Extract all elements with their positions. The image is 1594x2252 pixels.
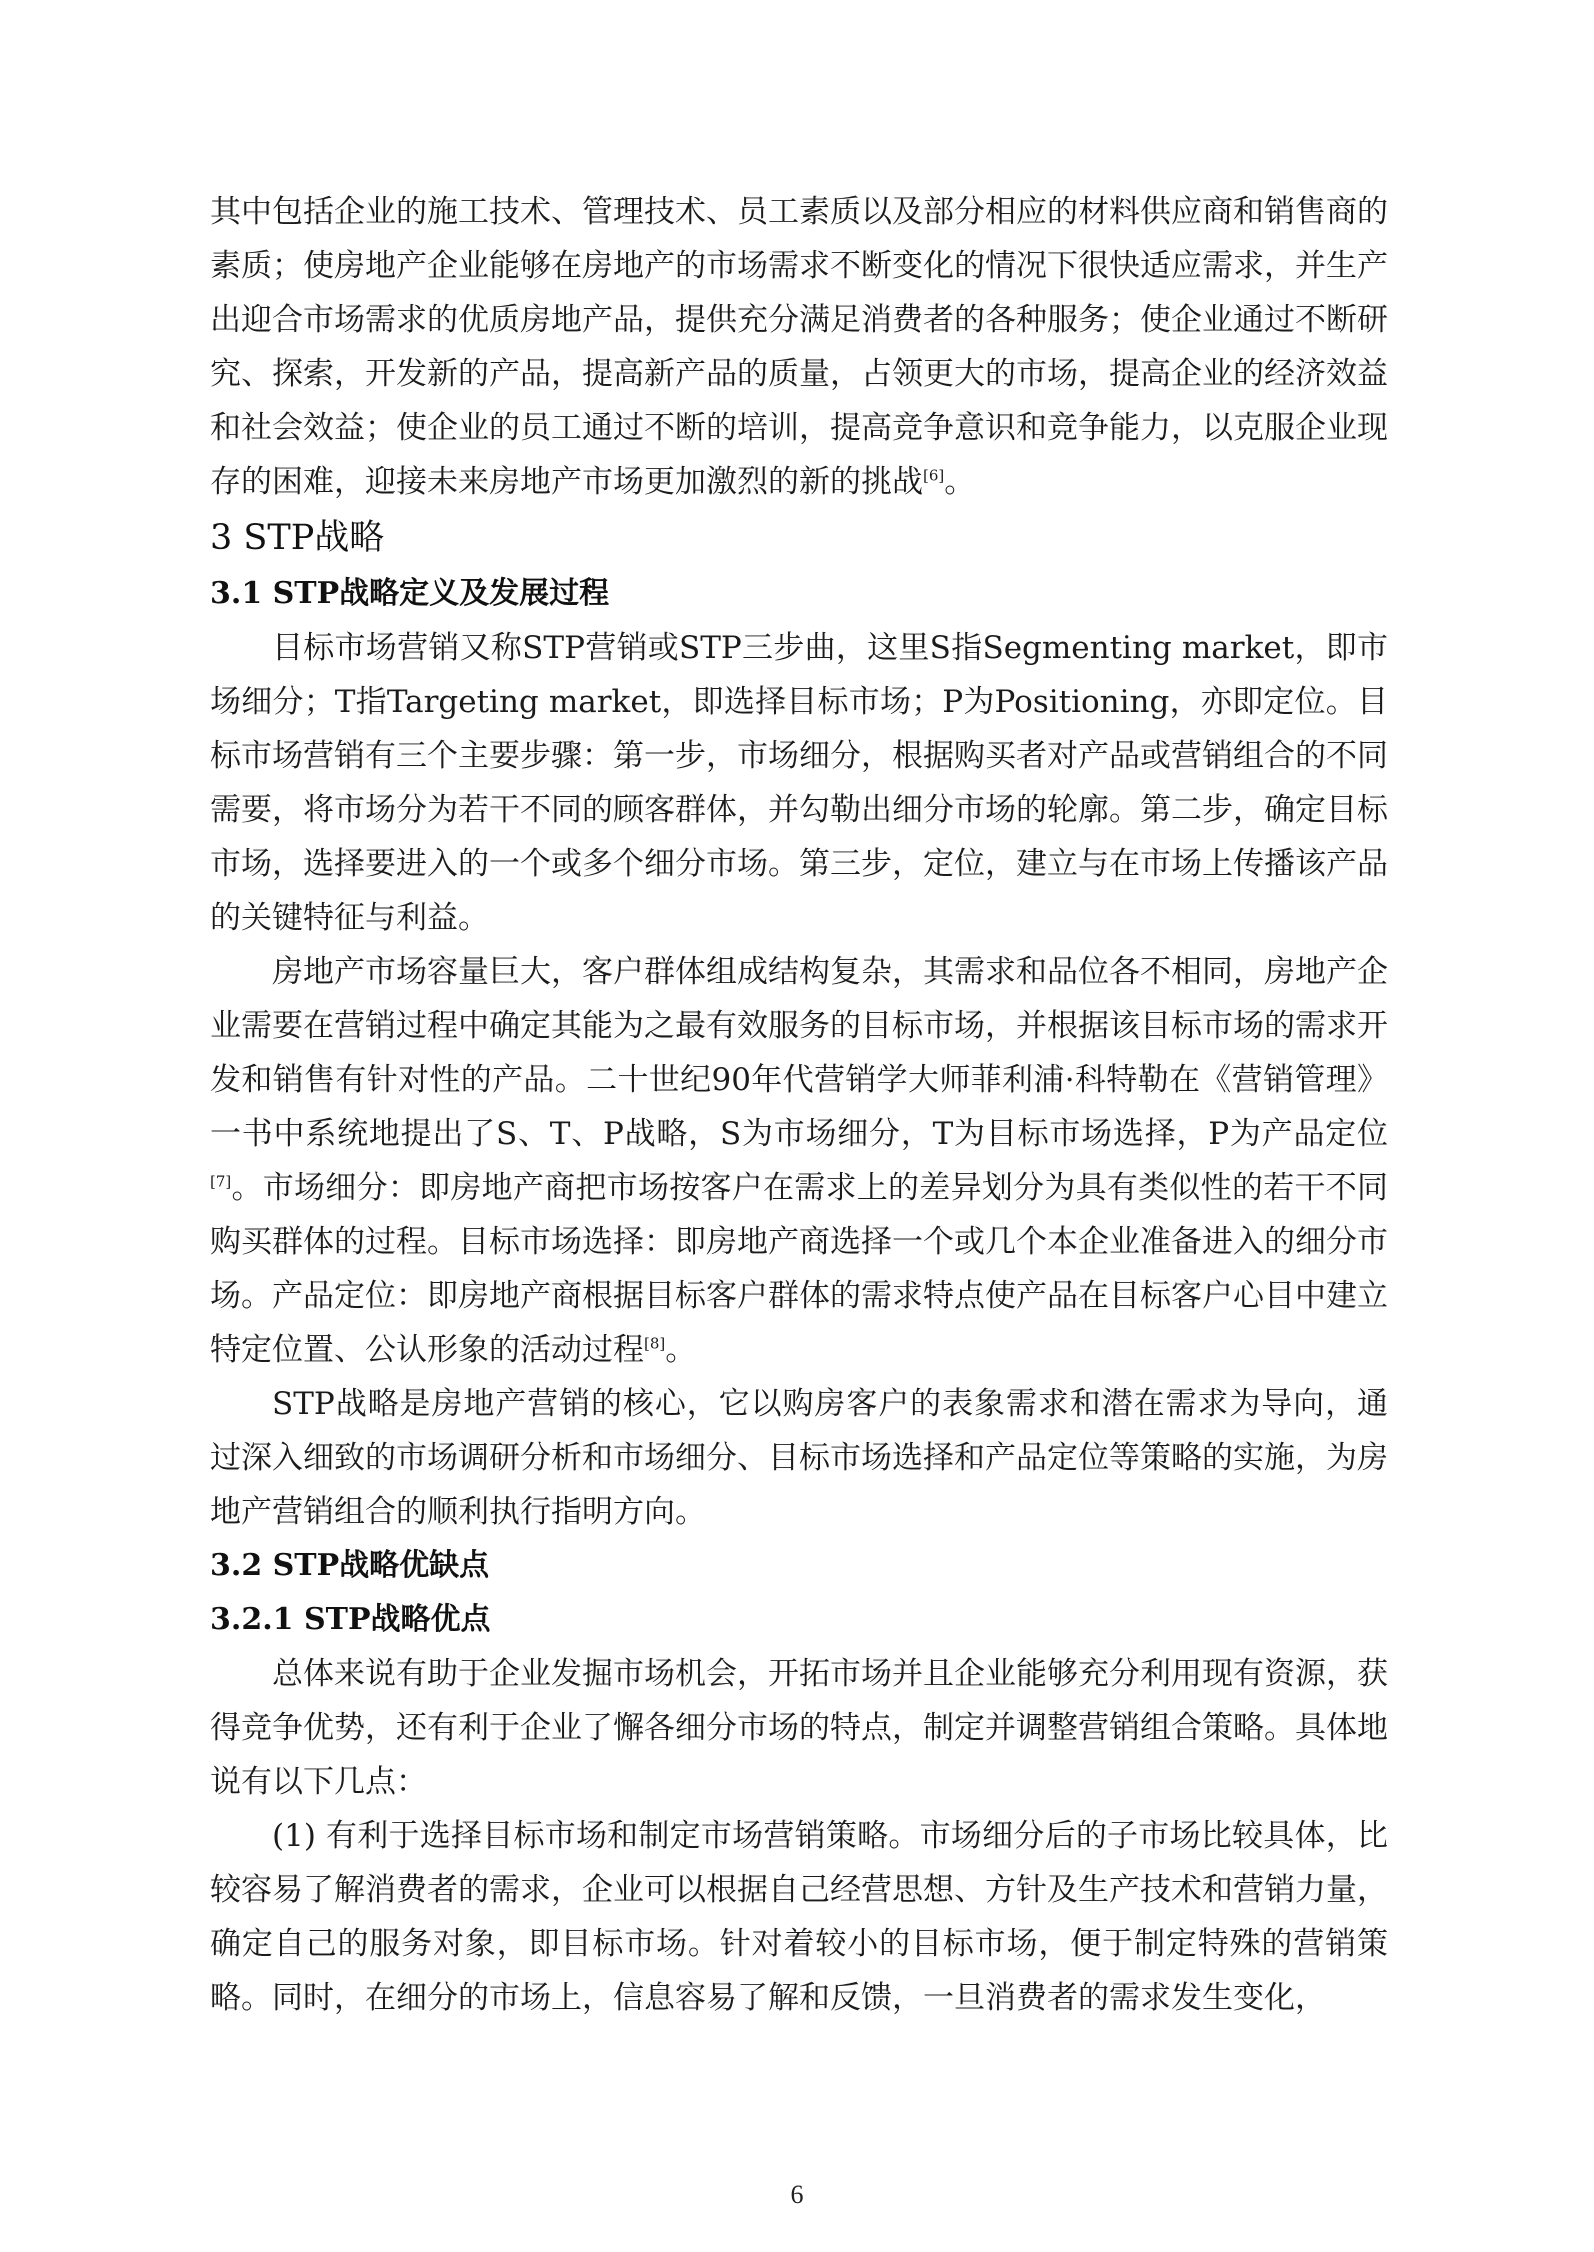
page-content xyxy=(210,185,1388,2025)
paragraph-stp-definition: 目标市场营销又称STP营销或STP三步曲，这里S指Segmenting market，即市场细分；T指Targeting market，即选择目标市场；P为Positioning，亦即定位。目标市场营销有三个主要步骤：第一步，市场细分，根据购买者对产品或营销组合的不同需要，将市场分为若干不同的顾客群体，并勾勒出细分市场的轮廓。第二步，确定目标市场，选择要进入的一个或多个细分市场。第三步，定位，建立与在市场上传播该产品的关键特征与利益。 xyxy=(210,630,1388,936)
citation-7: [7] xyxy=(210,1172,232,1191)
section-3-1-heading: 3.1 STP战略定义及发展过程 xyxy=(210,576,610,611)
citation-6: [6] xyxy=(923,466,945,485)
paragraph-advantages-overview: 总体来说有助于企业发掘市场机会，开拓市场并且企业能够充分利用现有资源，获得竞争优势，还有利于企业了懈各细分市场的特点，制定并调整营销组合策略。具体地说有以下几点： xyxy=(210,1656,1388,1800)
paragraph-real-estate-market: 房地产市场容量巨大，客户群体组成结构复杂，其需求和品位各不相同，房地产企业需要在营销过程中确定其能为之最有效服务的目标市场，并根据该目标市场的需求开发和销售有针对性的产品。二十世纪90年代营销学大师菲利浦·科特勒在《营销管理》一书中系统地提出了S、T、P战略，S为市场细分，T为目标市场选择，P为产品定位[7]。市场细分：即房地产商把市场按客户在需求上的差异划分为具有类似性的若干不同购买群体的过程。目标市场选择：即房地产商选择一个或几个本企业准备进入的细分市场。产品定位：即房地产商根据目标客户群体的需求特点使产品在目标客户心目中建立特定位置、公认形象的活动过程[8]。 xyxy=(210,954,1388,1368)
paragraph-stp-core: STP战略是房地产营销的核心，它以购房客户的表象需求和潜在需求为导向，通过深入细致的市场调研分析和市场细分、目标市场选择和产品定位等策略的实施，为房地产营销组合的顺利执行指明方向。 xyxy=(210,1386,1388,1530)
paragraph-continuation: 其中包括企业的施工技术、管理技术、员工素质以及部分相应的材料供应商和销售商的素质；使房地产企业能够在房地产的市场需求不断变化的情况下很快适应需求，并生产出迎合市场需求的优质房地产品，提供充分满足消费者的各种服务；使企业通过不断研究、探索，开发新的产品，提高新产品的质量，占领更大的市场，提高企业的经济效益和社会效益；使企业的员工通过不断的培训，提高竞争意识和竞争能力，以克服企业现存的困难，迎接未来房地产市场更加激烈的新的挑战[6]。 xyxy=(210,194,1388,500)
citation-8: [8] xyxy=(644,1334,666,1353)
paragraph-advantage-1: (1) 有利于选择目标市场和制定市场营销策略。市场细分后的子市场比较具体，比较容易了解消费者的需求，企业可以根据自己经营思想、方针及生产技术和营销力量，确定自己的服务对象，即目标市场。针对着较小的目标市场，便于制定特殊的营销策略。同时，在细分的市场上，信息容易了解和反馈，一旦消费者的需求发生变化， xyxy=(210,1818,1388,2016)
section-3-2-heading: 3.2 STP战略优缺点 xyxy=(210,1548,490,1583)
section-3-2-1-heading: 3.2.1 STP战略优点 xyxy=(210,1602,491,1637)
page-number: 6 xyxy=(790,2180,804,2209)
section-3-heading: 3 STP战略 xyxy=(210,518,385,558)
